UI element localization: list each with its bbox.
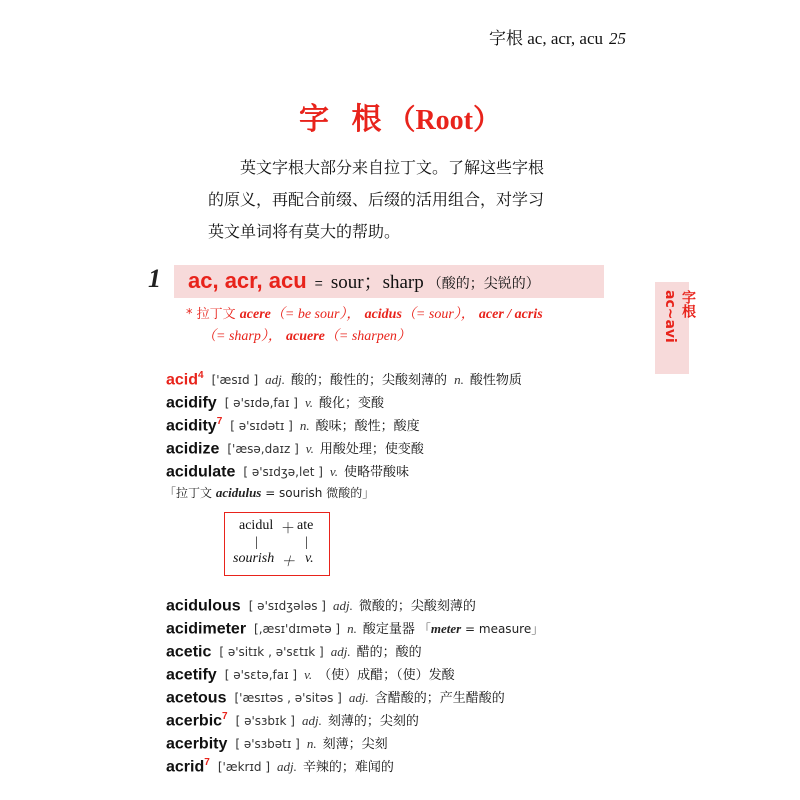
entry-definition: （使）成醋；（使）发酸	[318, 668, 455, 684]
entry-word: acidize	[166, 440, 220, 458]
entry-list-a	[166, 364, 646, 479]
latin-gloss: （= be sour），	[270, 307, 361, 322]
entry-pos: adj.	[330, 644, 351, 660]
entry-acidimeter	[166, 613, 646, 636]
entry-ipa: ['ækrɪd ]	[217, 760, 271, 775]
entry-word: acrid	[166, 758, 205, 776]
latin-prefix: * 拉丁文	[186, 307, 236, 322]
entry-ipa: [ ə'sitɪk , ə'sɛtɪk ]	[219, 645, 324, 660]
entry-acid	[166, 364, 646, 387]
latin-gloss: （= sharp），	[202, 329, 282, 344]
entry-acidulous	[166, 590, 646, 613]
entry-frequency: 7	[216, 416, 223, 427]
entry-definition-2: 酸性物质	[469, 373, 522, 389]
entry-pos: v.	[304, 395, 313, 411]
entry-word: acidulate	[166, 463, 236, 481]
side-index-label: 字根 ac~avi	[662, 290, 696, 343]
entry-acetous	[166, 682, 646, 705]
entry-pos: adj.	[277, 759, 297, 775]
entry-note-close: = measure」	[465, 622, 544, 637]
latin-origin-note	[186, 304, 586, 348]
entry-definition: 刻薄；尖刻	[322, 737, 388, 753]
latin-word: acidus	[364, 307, 402, 322]
root-meaning: sour；sharp	[330, 272, 424, 293]
root-number: 1	[148, 264, 161, 293]
entry-ipa: [ ə'sɪdʒə,let ]	[243, 465, 323, 480]
entry-ipa: [ ə'sɜbətɪ ]	[235, 737, 300, 752]
entry-word: acerbic	[166, 712, 223, 730]
root-equals: =	[314, 275, 323, 291]
entry-pos: n.	[347, 621, 357, 637]
entry-pos: v.	[329, 464, 338, 480]
entry-pos: n.	[306, 736, 317, 752]
latin-line-1	[186, 304, 586, 326]
intro-line: 的原义，再配合前缀、后缀的活用组合，对学习	[208, 190, 545, 209]
breakdown-stem-meaning: sourish	[233, 551, 275, 566]
etymology-rest: = sourish 微酸的」	[265, 486, 375, 500]
entry-definition: 酸味；酸性；酸度	[315, 419, 420, 435]
entry-definition: 酸化；变酸	[319, 396, 385, 412]
etymology-prefix: 「拉丁文	[164, 486, 213, 500]
entry-definition: 刻薄的；尖刻的	[327, 714, 419, 730]
etymology-note	[164, 484, 374, 501]
entry-word: acerbity	[166, 735, 228, 753]
entry-ipa: [ ə'sɪdʒələs ]	[248, 599, 326, 614]
section-title	[0, 94, 800, 138]
latin-gloss: （= sharpen）	[324, 329, 411, 344]
etymology-word: acidulus	[215, 485, 262, 500]
entry-pos: adj.	[301, 713, 322, 729]
latin-line-2	[202, 326, 586, 348]
entry-definition: 含醋酸的；产生醋酸的	[374, 691, 505, 707]
entry-word: acidity	[166, 417, 217, 435]
entry-frequency: 4	[198, 370, 204, 381]
entry-ipa: [ ə'sɪdətɪ ]	[230, 419, 293, 434]
breakdown-suffix: ate	[297, 518, 314, 533]
entry-definition: 酸的；酸性的；尖酸刻薄的	[291, 373, 448, 389]
entry-word: acidify	[166, 394, 217, 412]
entry-definition: 使略带酸味	[343, 465, 409, 481]
entry-pos: v.	[305, 441, 314, 457]
running-header	[456, 24, 626, 49]
entry-ipa: [ ə'sɜbɪk ]	[235, 714, 295, 729]
entry-note	[419, 622, 543, 636]
entry-pos: adj.	[348, 690, 369, 706]
entry-word: acetify	[166, 666, 217, 684]
entry-word: acetic	[166, 643, 212, 661]
entry-ipa: ['æsɪtəs , ə'sitəs ]	[234, 691, 342, 706]
breakdown-stem: acidul	[239, 518, 274, 533]
entry-acerbic	[166, 705, 646, 728]
entry-acetify	[166, 659, 646, 682]
entry-word: acetous	[166, 689, 227, 707]
entry-pos: adj.	[265, 372, 286, 388]
entry-ipa: [ ə'sɛtə,faɪ ]	[224, 668, 298, 683]
entry-definition: 辛辣的；难闻的	[302, 760, 394, 776]
intro-paragraph	[208, 152, 580, 248]
entry-ipa: [ ə'sɪdə,faɪ ]	[224, 396, 298, 411]
entry-pos-2: n.	[454, 372, 464, 388]
entry-frequency: 7	[222, 711, 228, 722]
latin-gloss: （= sour），	[401, 307, 475, 322]
entry-pos: n.	[299, 418, 310, 434]
entry-ipa: ['æsɪd ]	[211, 373, 259, 388]
entry-definition: 酸定量器	[362, 622, 415, 638]
breakdown-plus: ＋	[281, 522, 295, 537]
section-title-en: （Root）	[387, 105, 501, 136]
entry-acidity	[166, 410, 646, 433]
entry-note-word: meter	[430, 621, 462, 637]
word-breakdown-box	[224, 512, 330, 576]
intro-line: 英文单词将有莫大的帮助。	[208, 222, 401, 241]
intro-line: 英文字根大部分来自拉丁文。了解这些字根	[240, 158, 545, 177]
breakdown-suffix-meaning: v.	[305, 551, 314, 566]
side-index-tab	[655, 282, 696, 374]
entry-acidify	[166, 387, 646, 410]
entry-acidulate	[166, 456, 646, 479]
page-number: 25	[609, 29, 626, 48]
entry-definition: 用酸处理；使变酸	[319, 442, 424, 458]
root-word: ac, acr, acu	[188, 268, 307, 293]
entry-frequency: 7	[204, 757, 210, 768]
breakdown-connector: |	[305, 535, 308, 550]
breakdown-connector: |	[255, 535, 258, 550]
entry-acetic	[166, 636, 646, 659]
entry-acidize	[166, 433, 646, 456]
running-header-text: 字根 ac, acr, acu	[488, 29, 603, 48]
latin-word: acer / acris	[478, 307, 543, 322]
entry-ipa: [,æsɪ'dɪmətə ]	[254, 622, 341, 637]
section-title-cn: 字 根	[299, 102, 388, 137]
entry-word: acidulous	[166, 597, 241, 615]
entry-ipa: ['æsə,daɪz ]	[227, 442, 299, 457]
latin-word: acere	[239, 307, 271, 322]
entry-definition: 醋的；酸的	[356, 645, 422, 661]
entry-word: acid	[166, 371, 199, 389]
latin-word: acuere	[285, 329, 325, 344]
entry-word: acidimeter	[166, 620, 247, 638]
entry-pos: v.	[304, 667, 313, 683]
entry-acerbity	[166, 728, 646, 751]
root-meaning-cn: （酸的；尖锐的）	[427, 276, 540, 292]
entry-list-b	[166, 590, 646, 774]
root-heading	[188, 267, 540, 294]
entry-acrid	[166, 751, 646, 774]
breakdown-plus: ＋	[281, 555, 295, 570]
entry-definition: 微酸的；尖酸刻薄的	[358, 599, 476, 615]
entry-note-open: 「	[418, 622, 431, 637]
entry-pos: adj.	[332, 598, 353, 614]
